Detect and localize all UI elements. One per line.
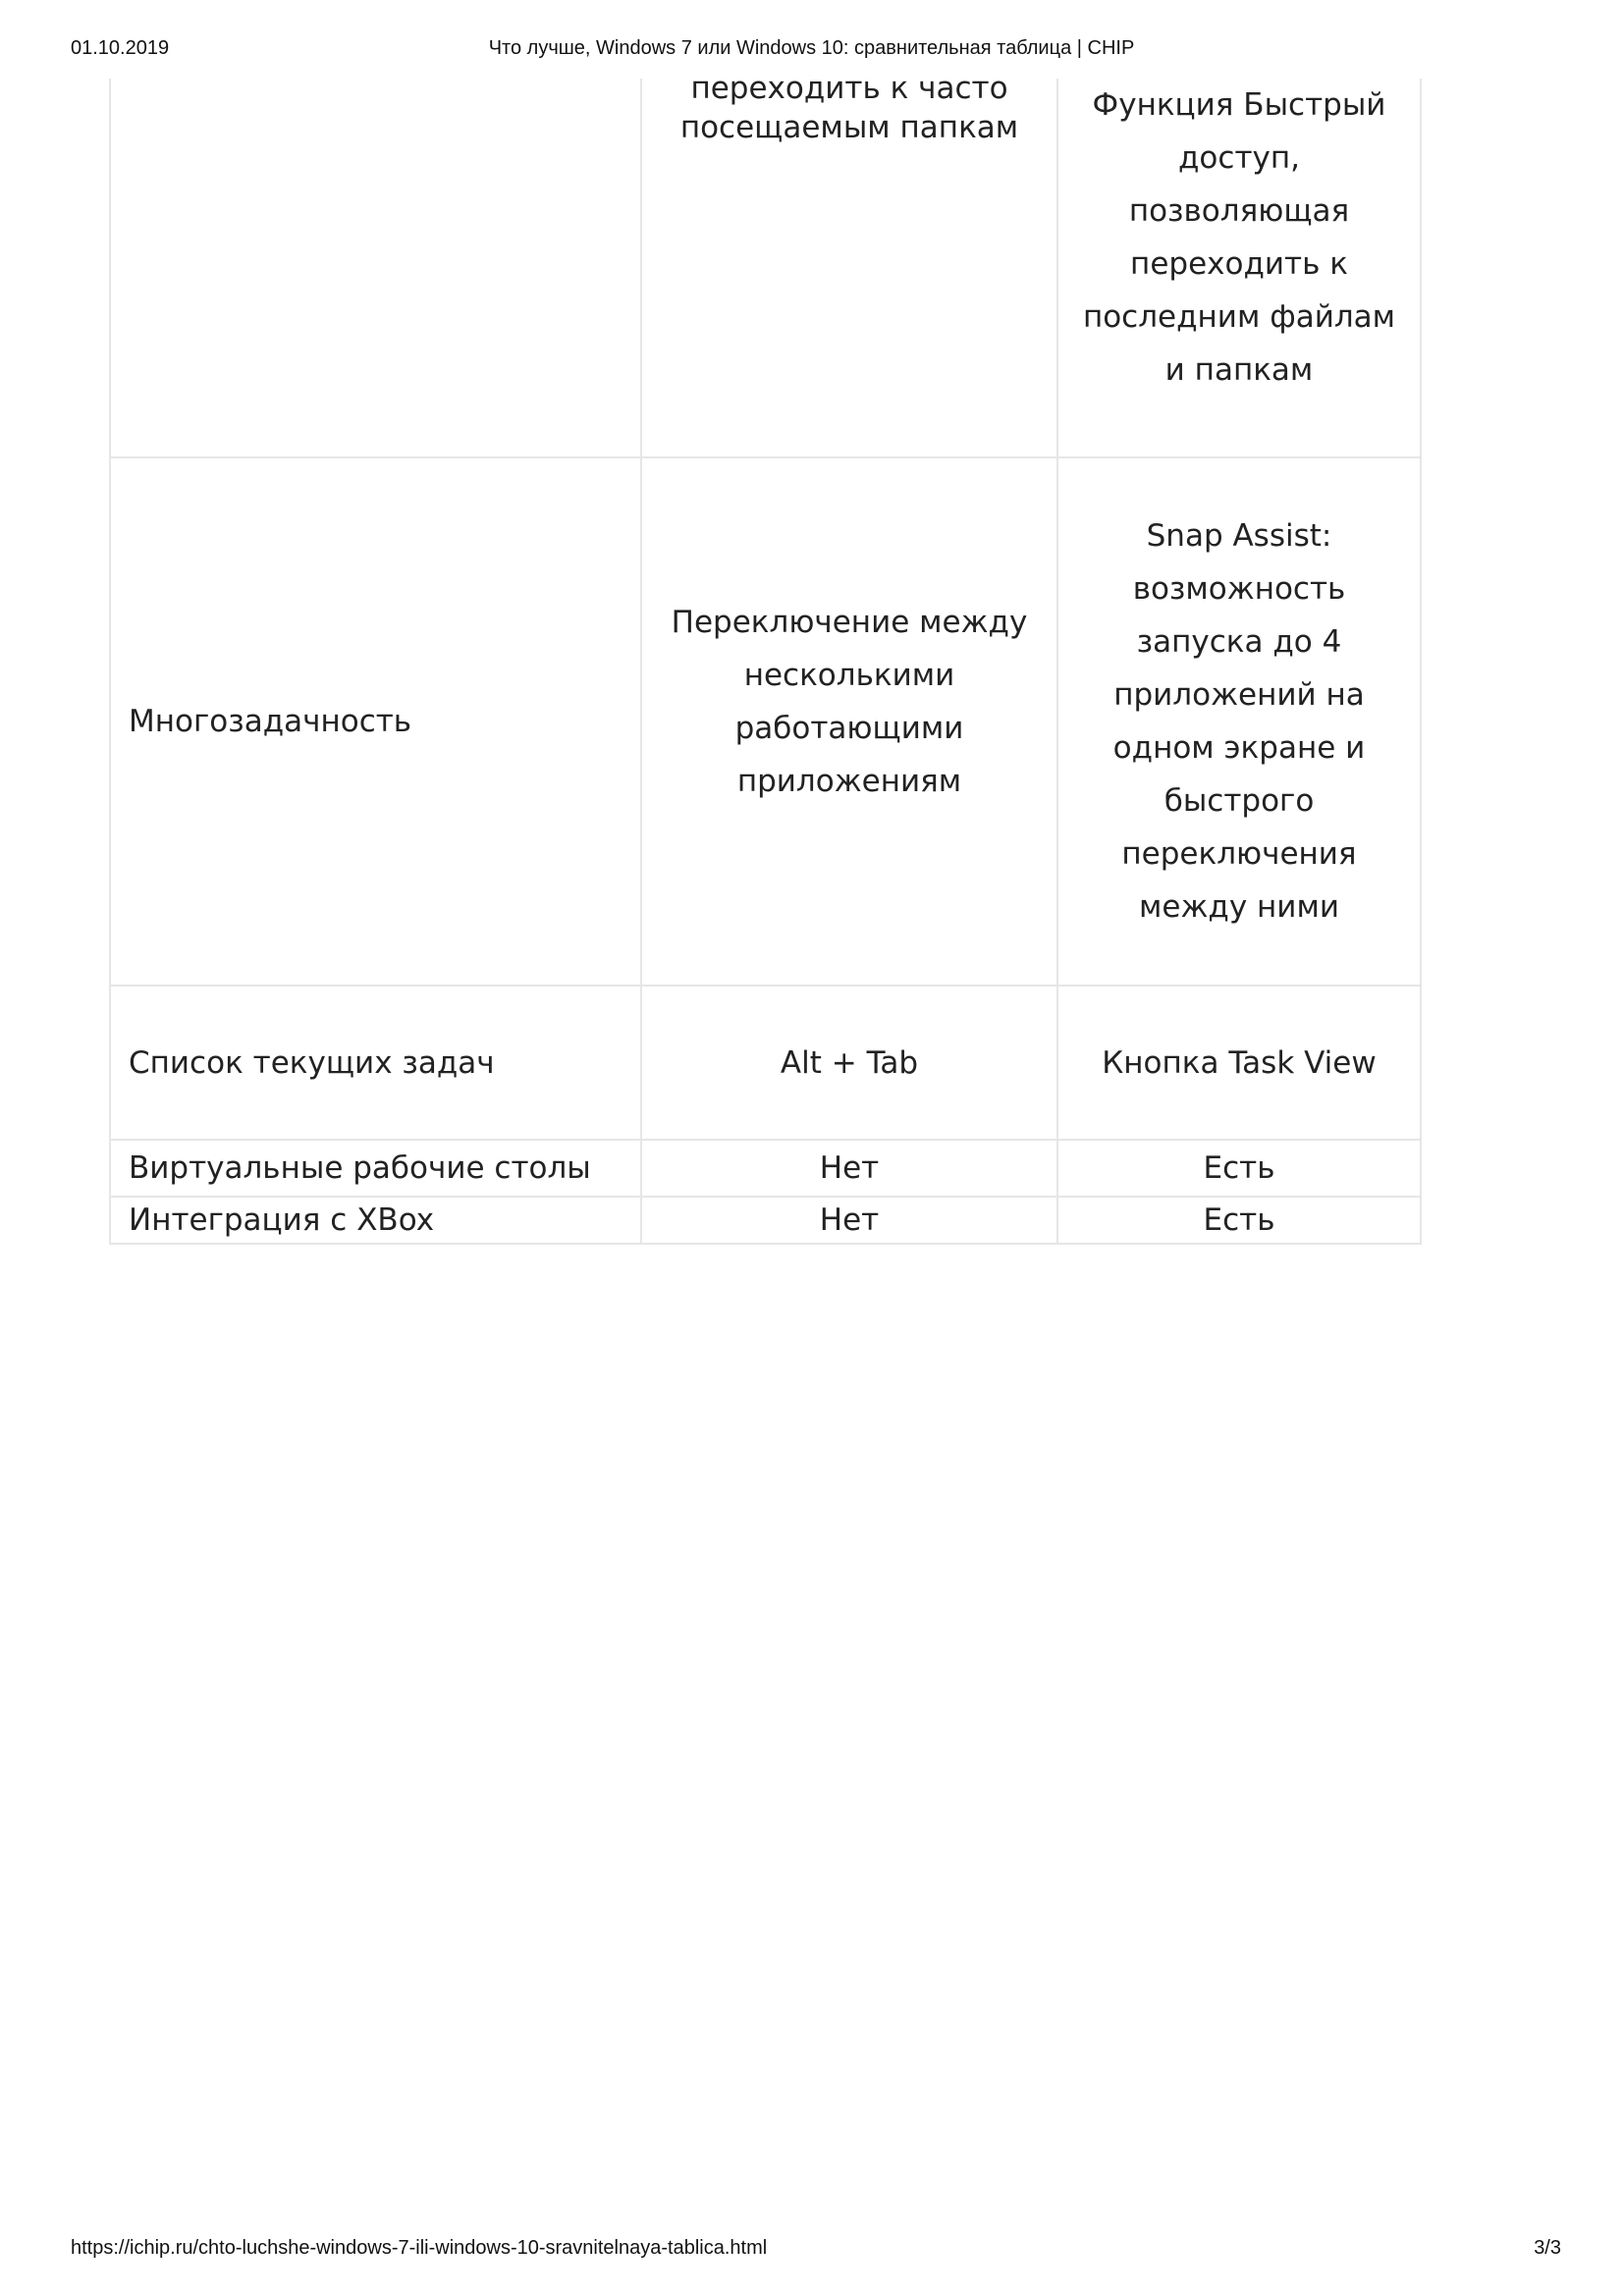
cell-line: приложениям bbox=[736, 764, 962, 799]
table-row-multitasking bbox=[110, 457, 1421, 986]
comparison-table bbox=[109, 71, 1422, 1245]
windows10-cell bbox=[1057, 1197, 1421, 1244]
cell-line: позволяющая bbox=[1128, 193, 1350, 229]
feature-cell bbox=[110, 79, 641, 457]
print-header bbox=[0, 37, 1623, 71]
windows7-cell bbox=[641, 1197, 1057, 1244]
table-row-quick-access bbox=[110, 79, 1421, 457]
cell-line: запуска до 4 bbox=[1136, 624, 1342, 660]
cell-line: одном экране и bbox=[1112, 730, 1366, 766]
cell-line: Snap Assist: bbox=[1146, 518, 1332, 554]
cell-line: Есть bbox=[1203, 1150, 1275, 1186]
cell-line: переходить к часто bbox=[690, 71, 1008, 106]
windows7-cell bbox=[641, 986, 1057, 1140]
print-date: 01.10.2019 bbox=[71, 37, 170, 59]
table-row-task-list bbox=[110, 986, 1421, 1140]
cell-line: Функция Быстрый bbox=[1092, 87, 1386, 123]
print-footer bbox=[0, 2237, 1623, 2270]
cell-line: переключения bbox=[1121, 836, 1357, 872]
cell-line: посещаемым папкам bbox=[679, 110, 1019, 145]
table-row-virtual-desktops bbox=[110, 1140, 1421, 1197]
cell-line: возможность bbox=[1132, 571, 1346, 607]
cell-line: работающими bbox=[734, 711, 964, 746]
page-url: https://ichip.ru/chto-luchshe-windows-7-ili-windows-10-sravnitelnaya-tablica.html bbox=[71, 2237, 768, 2259]
cell-line: последним файлам bbox=[1082, 299, 1396, 335]
cell-line: несколькими bbox=[743, 658, 955, 693]
cell-line: доступ, bbox=[1178, 140, 1300, 176]
page-number: 3/3 bbox=[1534, 2237, 1561, 2259]
windows10-cell bbox=[1057, 986, 1421, 1140]
cell-line: Нет bbox=[819, 1202, 880, 1238]
cell-line: переходить к bbox=[1130, 246, 1348, 282]
feature-cell: Список текущих задач bbox=[110, 986, 641, 1140]
feature-cell: Интеграция с XBox bbox=[110, 1197, 641, 1244]
windows7-cell bbox=[641, 71, 1057, 457]
windows7-cell bbox=[641, 457, 1057, 986]
cell-line: приложений на bbox=[1113, 677, 1365, 713]
cell-line: Кнопка Task View bbox=[1102, 1044, 1377, 1081]
windows7-cell bbox=[641, 1140, 1057, 1197]
cell-line: и папкам bbox=[1164, 352, 1314, 388]
feature-cell: Многозадачность bbox=[110, 457, 641, 986]
table-row-xbox-integration bbox=[110, 1197, 1421, 1244]
cell-line: Переключение между bbox=[671, 605, 1028, 640]
cell-line: между ними bbox=[1139, 889, 1339, 925]
windows10-cell bbox=[1057, 457, 1421, 986]
cell-line: Есть bbox=[1203, 1202, 1275, 1238]
feature-cell: Виртуальные рабочие столы bbox=[110, 1140, 641, 1197]
cell-line: Alt + Tab bbox=[780, 1044, 919, 1081]
windows10-cell bbox=[1057, 1140, 1421, 1197]
cell-line: быстрого bbox=[1163, 783, 1315, 819]
page-title: Что лучше, Windows 7 или Windows 10: сравнительная таблица | CHIP bbox=[488, 37, 1135, 59]
cell-line: Нет bbox=[819, 1150, 880, 1186]
windows10-cell bbox=[1057, 79, 1421, 457]
